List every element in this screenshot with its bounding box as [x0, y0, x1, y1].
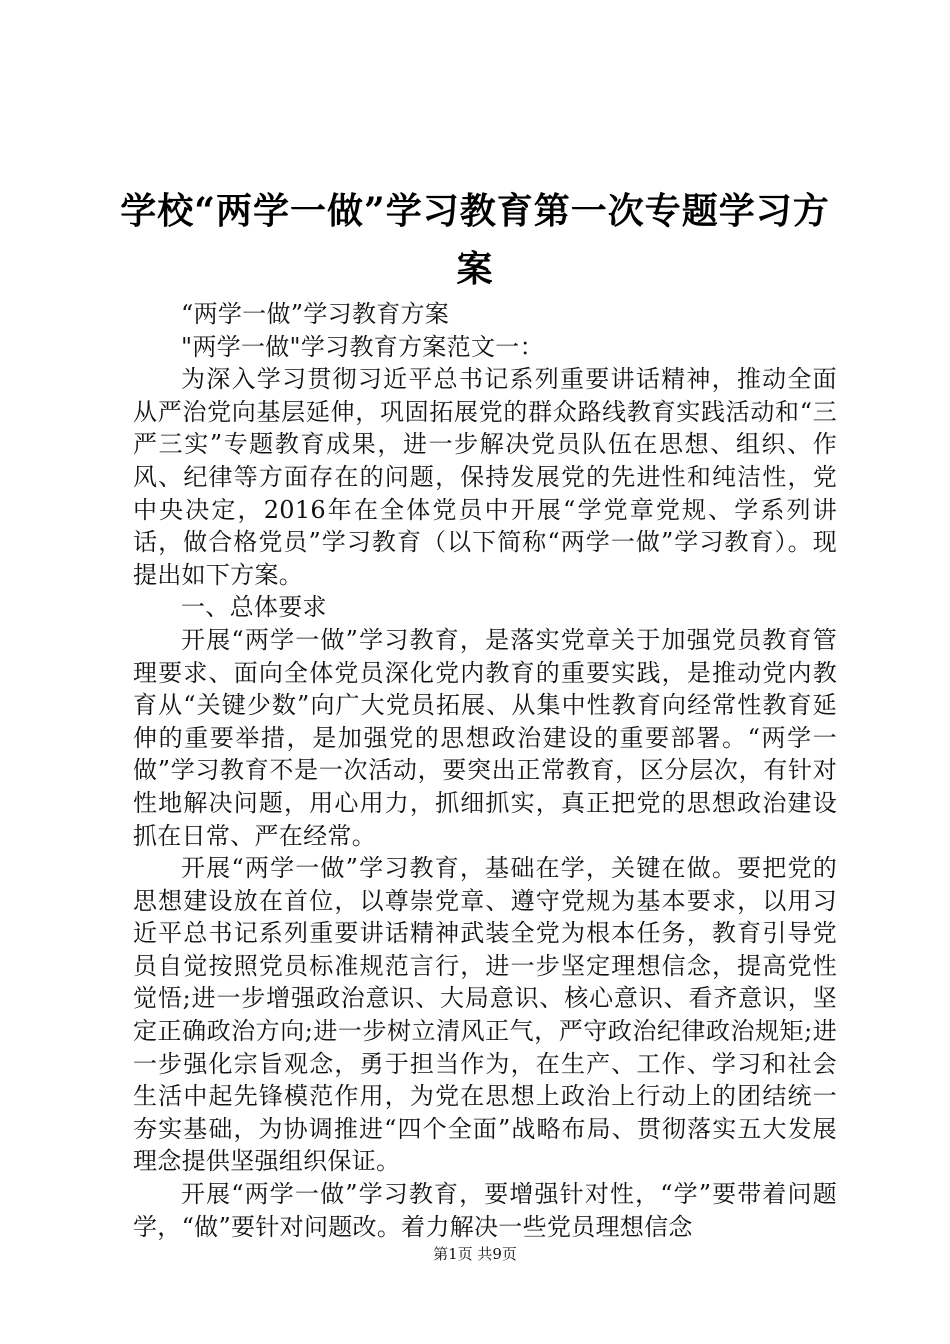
paragraph-sample-heading: "两学一做"学习教育方案范文一： [181, 332, 544, 361]
paragraph-significance: 开展“两学一做”学习教育，是落实党章关于加强党员教育管理要求、面向全体党员深化党内教育的重要实践，是推动党内教育从“关键少数”向广大党员拓展、从集中性教育向经常性教育延伸的重要举措，是加强党的思想政治建设的重要部署。“两学一做”学习教育不是一次活动，要突出正常教育，区分层次，有针对性地解决问题，用心用力，抓细抓实，真正把党的思想政治建设抓在日常、严在经常。 [133, 625, 837, 850]
page-footer: 第1页 共9页 [433, 1245, 517, 1263]
document-title: 学校“两学一做”学习教育第一次专题学习方案 [120, 190, 830, 290]
section-heading-general-requirements: 一、总体要求 [181, 593, 327, 622]
paragraph-plan-heading: “两学一做”学习教育方案 [181, 300, 450, 328]
paragraph-intro: 为深入学习贯彻习近平总书记系列重要讲话精神，推动全面从严治党向基层延伸，巩固拓展党的群众路线教育实践活动和“三严三实”专题教育成果，进一步解决党员队伍在思想、组织、作风、纪律等方面存在的问题，保持发展党的先进性和纯洁性，党中央决定，2016年在全体党员中开展“学党章党规、学系列讲话，做合格党员”学习教育（以下简称“两学一做”学习教育）。现提出如下方案。 [133, 365, 837, 589]
document-body [133, 298, 837, 1243]
paragraph-targeting: 开展“两学一做”学习教育，要增强针对性，“学”要带着问题学，“做”要针对问题改。着力解决一些党员理想信念 [133, 1180, 837, 1241]
paragraph-foundation: 开展“两学一做”学习教育，基础在学，关键在做。要把党的思想建设放在首位，以尊崇党章、遵守党规为基本要求，以用习近平总书记系列重要讲话精神武装全党为根本任务，教育引导党员自觉按照党员标准规范言行，进一步坚定理想信念，提高党性觉悟;进一步增强政治意识、大局意识、核心意识、看齐意识，坚定正确政治方向;进一步树立清风正气，严守政治纪律政治规矩;进一步强化宗旨观念，勇于担当作为，在生产、工作、学习和社会生活中起先锋模范作用，为党在思想上政治上行动上的团结统一夯实基础，为协调推进“四个全面”战略布局、贯彻落实五大发展理念提供坚强组织保证。 [133, 854, 837, 1176]
